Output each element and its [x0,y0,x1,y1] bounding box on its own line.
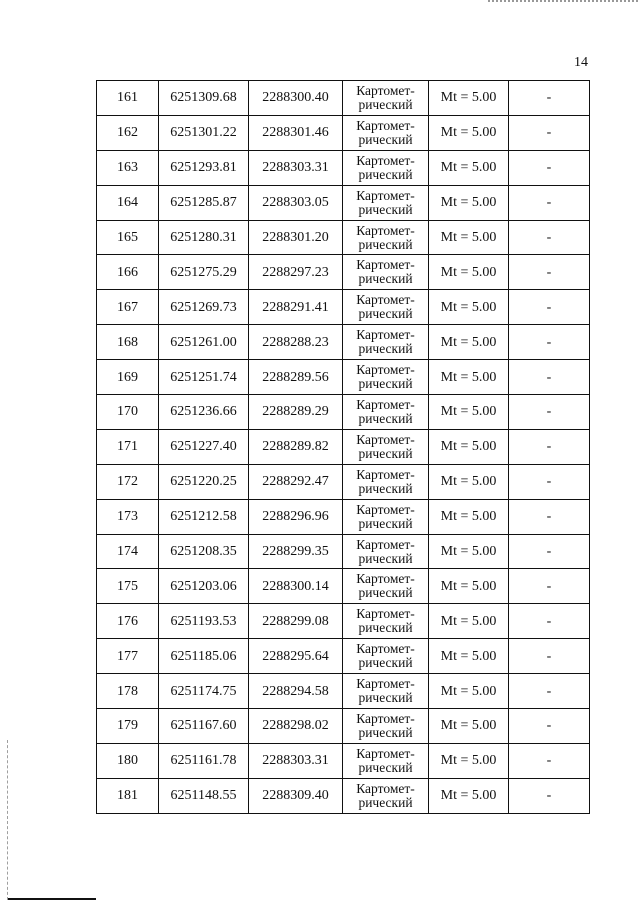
method-cell: Картомет- рический [343,534,429,569]
point-number-cell: 172 [97,464,159,499]
accuracy-cell: Mt = 5.00 [429,709,509,744]
note-cell: - [509,255,590,290]
point-number-cell: 178 [97,674,159,709]
point-number-cell: 170 [97,395,159,430]
accuracy-cell: Mt = 5.00 [429,185,509,220]
method-cell: Картомет- рический [343,255,429,290]
x-coordinate-cell: 6251220.25 [159,464,249,499]
table-row [97,639,590,674]
note-cell: - [509,709,590,744]
method-cell: Картомет- рический [343,325,429,360]
note-cell: - [509,395,590,430]
note-cell: - [509,81,590,116]
y-coordinate-cell: 2288296.96 [249,499,343,534]
x-coordinate-cell: 6251280.31 [159,220,249,255]
point-number-cell: 179 [97,709,159,744]
x-coordinate-cell: 6251148.55 [159,778,249,813]
y-coordinate-cell: 2288295.64 [249,639,343,674]
method-cell: Картомет- рический [343,115,429,150]
y-coordinate-cell: 2288303.31 [249,150,343,185]
accuracy-cell: Mt = 5.00 [429,220,509,255]
x-coordinate-cell: 6251161.78 [159,743,249,778]
x-coordinate-cell: 6251275.29 [159,255,249,290]
y-coordinate-cell: 2288289.56 [249,360,343,395]
note-cell: - [509,115,590,150]
method-cell: Картомет- рический [343,464,429,499]
method-cell: Картомет- рический [343,290,429,325]
table-row [97,604,590,639]
method-cell: Картомет- рический [343,220,429,255]
method-cell: Картомет- рический [343,150,429,185]
note-cell: - [509,325,590,360]
point-number-cell: 161 [97,81,159,116]
method-cell: Картомет- рический [343,639,429,674]
table-row [97,81,590,116]
note-cell: - [509,464,590,499]
point-number-cell: 175 [97,569,159,604]
point-number-cell: 174 [97,534,159,569]
x-coordinate-cell: 6251293.81 [159,150,249,185]
accuracy-cell: Mt = 5.00 [429,395,509,430]
y-coordinate-cell: 2288309.40 [249,778,343,813]
accuracy-cell: Mt = 5.00 [429,360,509,395]
table-row [97,499,590,534]
note-cell: - [509,290,590,325]
x-coordinate-cell: 6251301.22 [159,115,249,150]
accuracy-cell: Mt = 5.00 [429,464,509,499]
accuracy-cell: Mt = 5.00 [429,290,509,325]
y-coordinate-cell: 2288298.02 [249,709,343,744]
y-coordinate-cell: 2288303.05 [249,185,343,220]
table-row [97,115,590,150]
accuracy-cell: Mt = 5.00 [429,674,509,709]
table-row [97,360,590,395]
point-number-cell: 177 [97,639,159,674]
y-coordinate-cell: 2288294.58 [249,674,343,709]
method-cell: Картомет- рический [343,429,429,464]
table-row [97,709,590,744]
x-coordinate-cell: 6251261.00 [159,325,249,360]
table-row [97,464,590,499]
point-number-cell: 168 [97,325,159,360]
accuracy-cell: Mt = 5.00 [429,81,509,116]
note-cell: - [509,743,590,778]
x-coordinate-cell: 6251174.75 [159,674,249,709]
table-row [97,150,590,185]
table-row [97,290,590,325]
y-coordinate-cell: 2288301.20 [249,220,343,255]
x-coordinate-cell: 6251236.66 [159,395,249,430]
coordinates-table [96,80,590,814]
y-coordinate-cell: 2288301.46 [249,115,343,150]
method-cell: Картомет- рический [343,604,429,639]
y-coordinate-cell: 2288299.08 [249,604,343,639]
y-coordinate-cell: 2288300.40 [249,81,343,116]
point-number-cell: 164 [97,185,159,220]
note-cell: - [509,220,590,255]
table-row [97,220,590,255]
table-row [97,325,590,360]
method-cell: Картомет- рический [343,674,429,709]
table-row [97,569,590,604]
table-row [97,534,590,569]
point-number-cell: 166 [97,255,159,290]
note-cell: - [509,429,590,464]
y-coordinate-cell: 2288303.31 [249,743,343,778]
y-coordinate-cell: 2288297.23 [249,255,343,290]
table-row [97,674,590,709]
method-cell: Картомет- рический [343,81,429,116]
method-cell: Картомет- рический [343,778,429,813]
note-cell: - [509,604,590,639]
accuracy-cell: Mt = 5.00 [429,604,509,639]
point-number-cell: 176 [97,604,159,639]
note-cell: - [509,639,590,674]
x-coordinate-cell: 6251203.06 [159,569,249,604]
table-row [97,185,590,220]
method-cell: Картомет- рический [343,499,429,534]
x-coordinate-cell: 6251227.40 [159,429,249,464]
y-coordinate-cell: 2288299.35 [249,534,343,569]
accuracy-cell: Mt = 5.00 [429,325,509,360]
accuracy-cell: Mt = 5.00 [429,150,509,185]
accuracy-cell: Mt = 5.00 [429,534,509,569]
point-number-cell: 173 [97,499,159,534]
accuracy-cell: Mt = 5.00 [429,115,509,150]
scan-header-artifact [488,0,638,8]
y-coordinate-cell: 2288300.14 [249,569,343,604]
table-row [97,778,590,813]
method-cell: Картомет- рический [343,743,429,778]
y-coordinate-cell: 2288291.41 [249,290,343,325]
point-number-cell: 165 [97,220,159,255]
accuracy-cell: Mt = 5.00 [429,255,509,290]
x-coordinate-cell: 6251193.53 [159,604,249,639]
method-cell: Картомет- рический [343,569,429,604]
x-coordinate-cell: 6251208.35 [159,534,249,569]
point-number-cell: 167 [97,290,159,325]
x-coordinate-cell: 6251185.06 [159,639,249,674]
note-cell: - [509,499,590,534]
accuracy-cell: Mt = 5.00 [429,743,509,778]
point-number-cell: 181 [97,778,159,813]
coordinates-table-body [97,81,590,814]
note-cell: - [509,674,590,709]
method-cell: Картомет- рический [343,709,429,744]
point-number-cell: 169 [97,360,159,395]
note-cell: - [509,778,590,813]
accuracy-cell: Mt = 5.00 [429,778,509,813]
method-cell: Картомет- рический [343,360,429,395]
footnote-rule [8,898,96,900]
x-coordinate-cell: 6251167.60 [159,709,249,744]
point-number-cell: 162 [97,115,159,150]
accuracy-cell: Mt = 5.00 [429,499,509,534]
x-coordinate-cell: 6251285.87 [159,185,249,220]
x-coordinate-cell: 6251212.58 [159,499,249,534]
page-number: 14 [574,55,588,70]
accuracy-cell: Mt = 5.00 [429,429,509,464]
table-row [97,429,590,464]
note-cell: - [509,534,590,569]
y-coordinate-cell: 2288289.29 [249,395,343,430]
table-row [97,395,590,430]
note-cell: - [509,150,590,185]
table-row [97,255,590,290]
method-cell: Картомет- рический [343,185,429,220]
method-cell: Картомет- рический [343,395,429,430]
note-cell: - [509,360,590,395]
note-cell: - [509,569,590,604]
point-number-cell: 180 [97,743,159,778]
accuracy-cell: Mt = 5.00 [429,639,509,674]
x-coordinate-cell: 6251309.68 [159,81,249,116]
scan-margin-artifact [7,740,10,900]
x-coordinate-cell: 6251269.73 [159,290,249,325]
point-number-cell: 163 [97,150,159,185]
x-coordinate-cell: 6251251.74 [159,360,249,395]
y-coordinate-cell: 2288292.47 [249,464,343,499]
y-coordinate-cell: 2288288.23 [249,325,343,360]
point-number-cell: 171 [97,429,159,464]
table-row [97,743,590,778]
note-cell: - [509,185,590,220]
accuracy-cell: Mt = 5.00 [429,569,509,604]
y-coordinate-cell: 2288289.82 [249,429,343,464]
